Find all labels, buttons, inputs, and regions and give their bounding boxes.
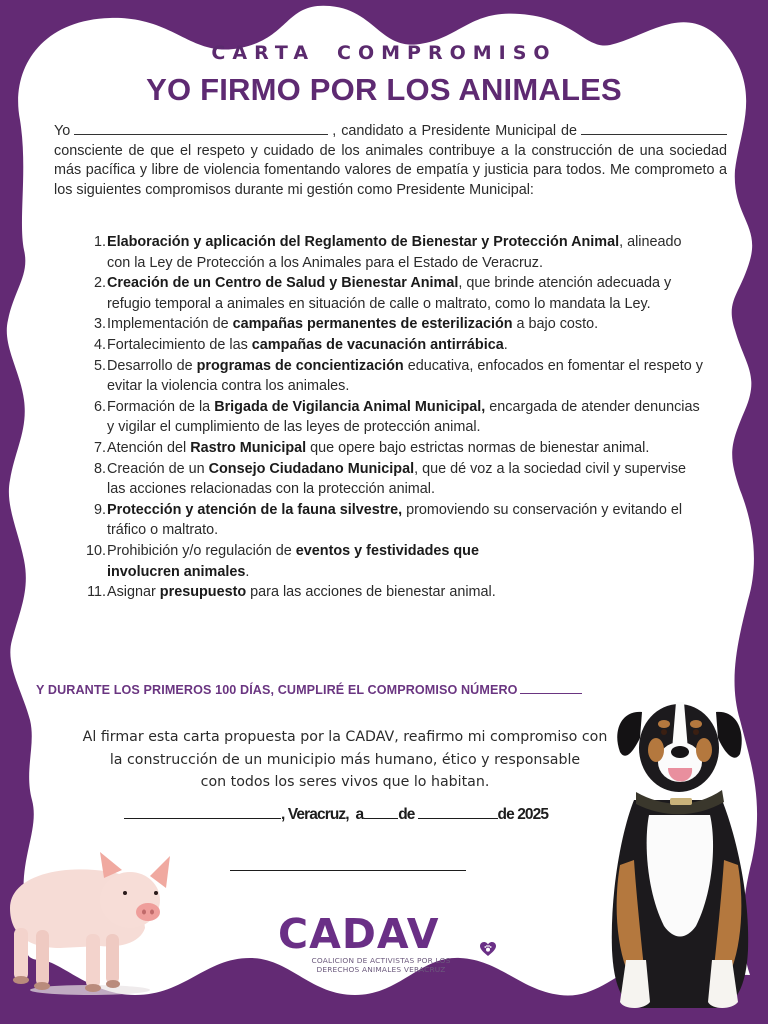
- closing-line-3: con todos los seres vivos que lo habitan.: [200, 774, 490, 791]
- commitment-number: 2.: [93, 275, 106, 292]
- dateline-place: , Veracruz,: [281, 806, 349, 823]
- commitment-text-pre: Desarrollo de: [107, 357, 197, 374]
- kicker-word-2: COMPROMISO: [337, 42, 557, 64]
- commitment-number: 11.: [87, 584, 106, 601]
- commitment-item: [64, 438, 704, 459]
- commitment-item: [64, 232, 704, 273]
- commitment-text-pre: Asignar: [107, 584, 160, 601]
- municipality-blank-field[interactable]: [581, 122, 727, 135]
- commitment-text-pre: Fortalecimiento de las: [107, 336, 252, 353]
- closing-line-2: la construcción de un municipio más humano, ético y responsable: [109, 751, 581, 768]
- commitment-item: [64, 459, 704, 500]
- commitment-text-bold: eventos y festividades que involucren animales: [107, 542, 479, 580]
- commitment-text-post: promoviendo su conservación y evitando el tráfico o maltrato.: [107, 501, 683, 539]
- dog-image: [604, 690, 754, 1016]
- commitment-text-bold: Rastro Municipal: [190, 439, 307, 456]
- commitment-number: 6.: [93, 398, 106, 415]
- place-blank-field[interactable]: [124, 806, 281, 819]
- commitment-text-bold: Brigada de Vigilancia Animal Municipal,: [214, 398, 486, 415]
- commitment-text-post: encargada de atender denuncias y vigilar el cumplimiento de las leyes de protección animal.: [107, 398, 700, 436]
- commitment-number: 4.: [93, 336, 106, 353]
- commitment-item: [64, 500, 704, 541]
- commitment-number-blank-field[interactable]: [520, 683, 582, 694]
- commitment-text-post: que opere bajo estrictas normas de bienestar animal.: [306, 439, 650, 456]
- month-blank-field[interactable]: [418, 806, 498, 819]
- commitment-text-bold: Elaboración y aplicación del Reglamento de Bienestar y Protección Animal: [107, 234, 620, 250]
- commitment-number: 9.: [93, 501, 106, 518]
- commitment-text-pre: Formación de la: [107, 398, 215, 415]
- closing-line-1: Al firmar esta carta propuesta por la CADAV, reafirmo mi compromiso con: [82, 729, 608, 745]
- document-kicker: [0, 42, 768, 64]
- commitment-item: [64, 541, 547, 582]
- commitment-text-bold: Protección y atención de la fauna silvestre,: [107, 501, 403, 518]
- commitment-text-post: , alineado con la Ley de Protección a los Animales para el Estado de Veracruz.: [107, 234, 682, 271]
- commitment-text-post: , que dé voz a la sociedad civil y supervise las acciones relacionadas con la protección animal.: [107, 460, 687, 498]
- commitment-text-post: a bajo costo.: [512, 316, 599, 333]
- commitment-text-bold: Creación de un Centro de Salud y Bienestar Animal: [107, 275, 459, 292]
- commitment-text-pre: Prohibición y/o regulación de: [107, 542, 296, 559]
- commitment-number: 8.: [93, 460, 106, 477]
- commitment-text-post: para las acciones de bienestar animal.: [246, 584, 496, 601]
- commitment-item: [64, 335, 704, 356]
- pig-image: [0, 848, 180, 998]
- commitment-number: 7.: [93, 439, 106, 456]
- logo-subtitle-line-1: COALICION DE ACTIVISTAS POR LOS: [311, 956, 451, 965]
- commitment-number: 10.: [85, 542, 106, 559]
- intro-paragraph: [54, 122, 727, 200]
- commitment-text-bold: campañas de vacunación antirrábica: [251, 336, 504, 353]
- commitment-text-pre: Implementación de: [107, 316, 233, 333]
- commitment-text-bold: programas de concientización: [196, 357, 404, 374]
- intro-middle: , candidato a Presidente Municipal de: [332, 123, 577, 139]
- logo-subtitle: [278, 956, 484, 974]
- commitment-item: [64, 356, 704, 397]
- commitment-text-bold: presupuesto: [159, 584, 247, 601]
- commitment-text-post: .: [245, 563, 250, 580]
- dateline-de: de: [398, 806, 415, 823]
- closing-paragraph: [50, 726, 640, 794]
- paw-heart-icon: [480, 942, 496, 957]
- commitment-text-pre: Creación de un: [107, 460, 209, 477]
- commitment-text-pre: Atención del: [107, 439, 191, 456]
- commitment-item: [64, 314, 704, 335]
- dateline-year: de 2025: [497, 806, 549, 823]
- day-blank-field[interactable]: [364, 806, 398, 819]
- kicker-word-1: CARTA: [211, 42, 316, 64]
- commitment-number: 3.: [93, 316, 106, 333]
- commitment-number: 1.: [93, 234, 106, 250]
- hundred-days-statement: [36, 683, 582, 697]
- commitment-item: [64, 397, 704, 438]
- commitment-text-bold: campañas permanentes de esterilización: [232, 316, 513, 333]
- commitment-number: 5.: [93, 357, 106, 374]
- commitment-text-post: .: [503, 336, 508, 353]
- commitments-list: [64, 232, 704, 603]
- intro-prefix: Yo: [54, 123, 71, 139]
- intro-body: consciente de que el respeto y cuidado de los animales contribuye a la construcción de una sociedad más pacífica y libre de violencia fomentando valores de empatía y justicia para todos. Me comprometo a los siguientes compromisos durante mi gestión como Presidente Municipal:: [54, 142, 727, 198]
- commitment-text-post: , que brinde atención adecuada y refugio temporal a animales en situación de calle o maltrato, como lo mandata la Ley.: [107, 275, 672, 312]
- dateline: [124, 806, 548, 824]
- name-blank-field[interactable]: [74, 122, 328, 135]
- logo-wordmark: CADAV: [278, 910, 440, 958]
- dateline-a: a: [355, 806, 364, 823]
- commitment-text-bold: Consejo Ciudadano Municipal: [208, 460, 415, 477]
- commitment-text-post: educativa, enfocados en fomentar el respeto y evitar la violencia contra los animales.: [107, 357, 703, 395]
- hundred-days-text: Y DURANTE LOS PRIMEROS 100 DÍAS, CUMPLIRÉ EL COMPROMISO NÚMERO: [36, 683, 518, 697]
- commitment-item: [64, 582, 704, 603]
- document-title: YO FIRMO POR LOS ANIMALES: [146, 72, 622, 107]
- commitment-item: [64, 273, 704, 314]
- logo-subtitle-line-2: DERECHOS ANIMALES VERACRUZ: [316, 965, 446, 974]
- cadav-logo: [278, 912, 498, 982]
- signature-line[interactable]: [230, 870, 466, 871]
